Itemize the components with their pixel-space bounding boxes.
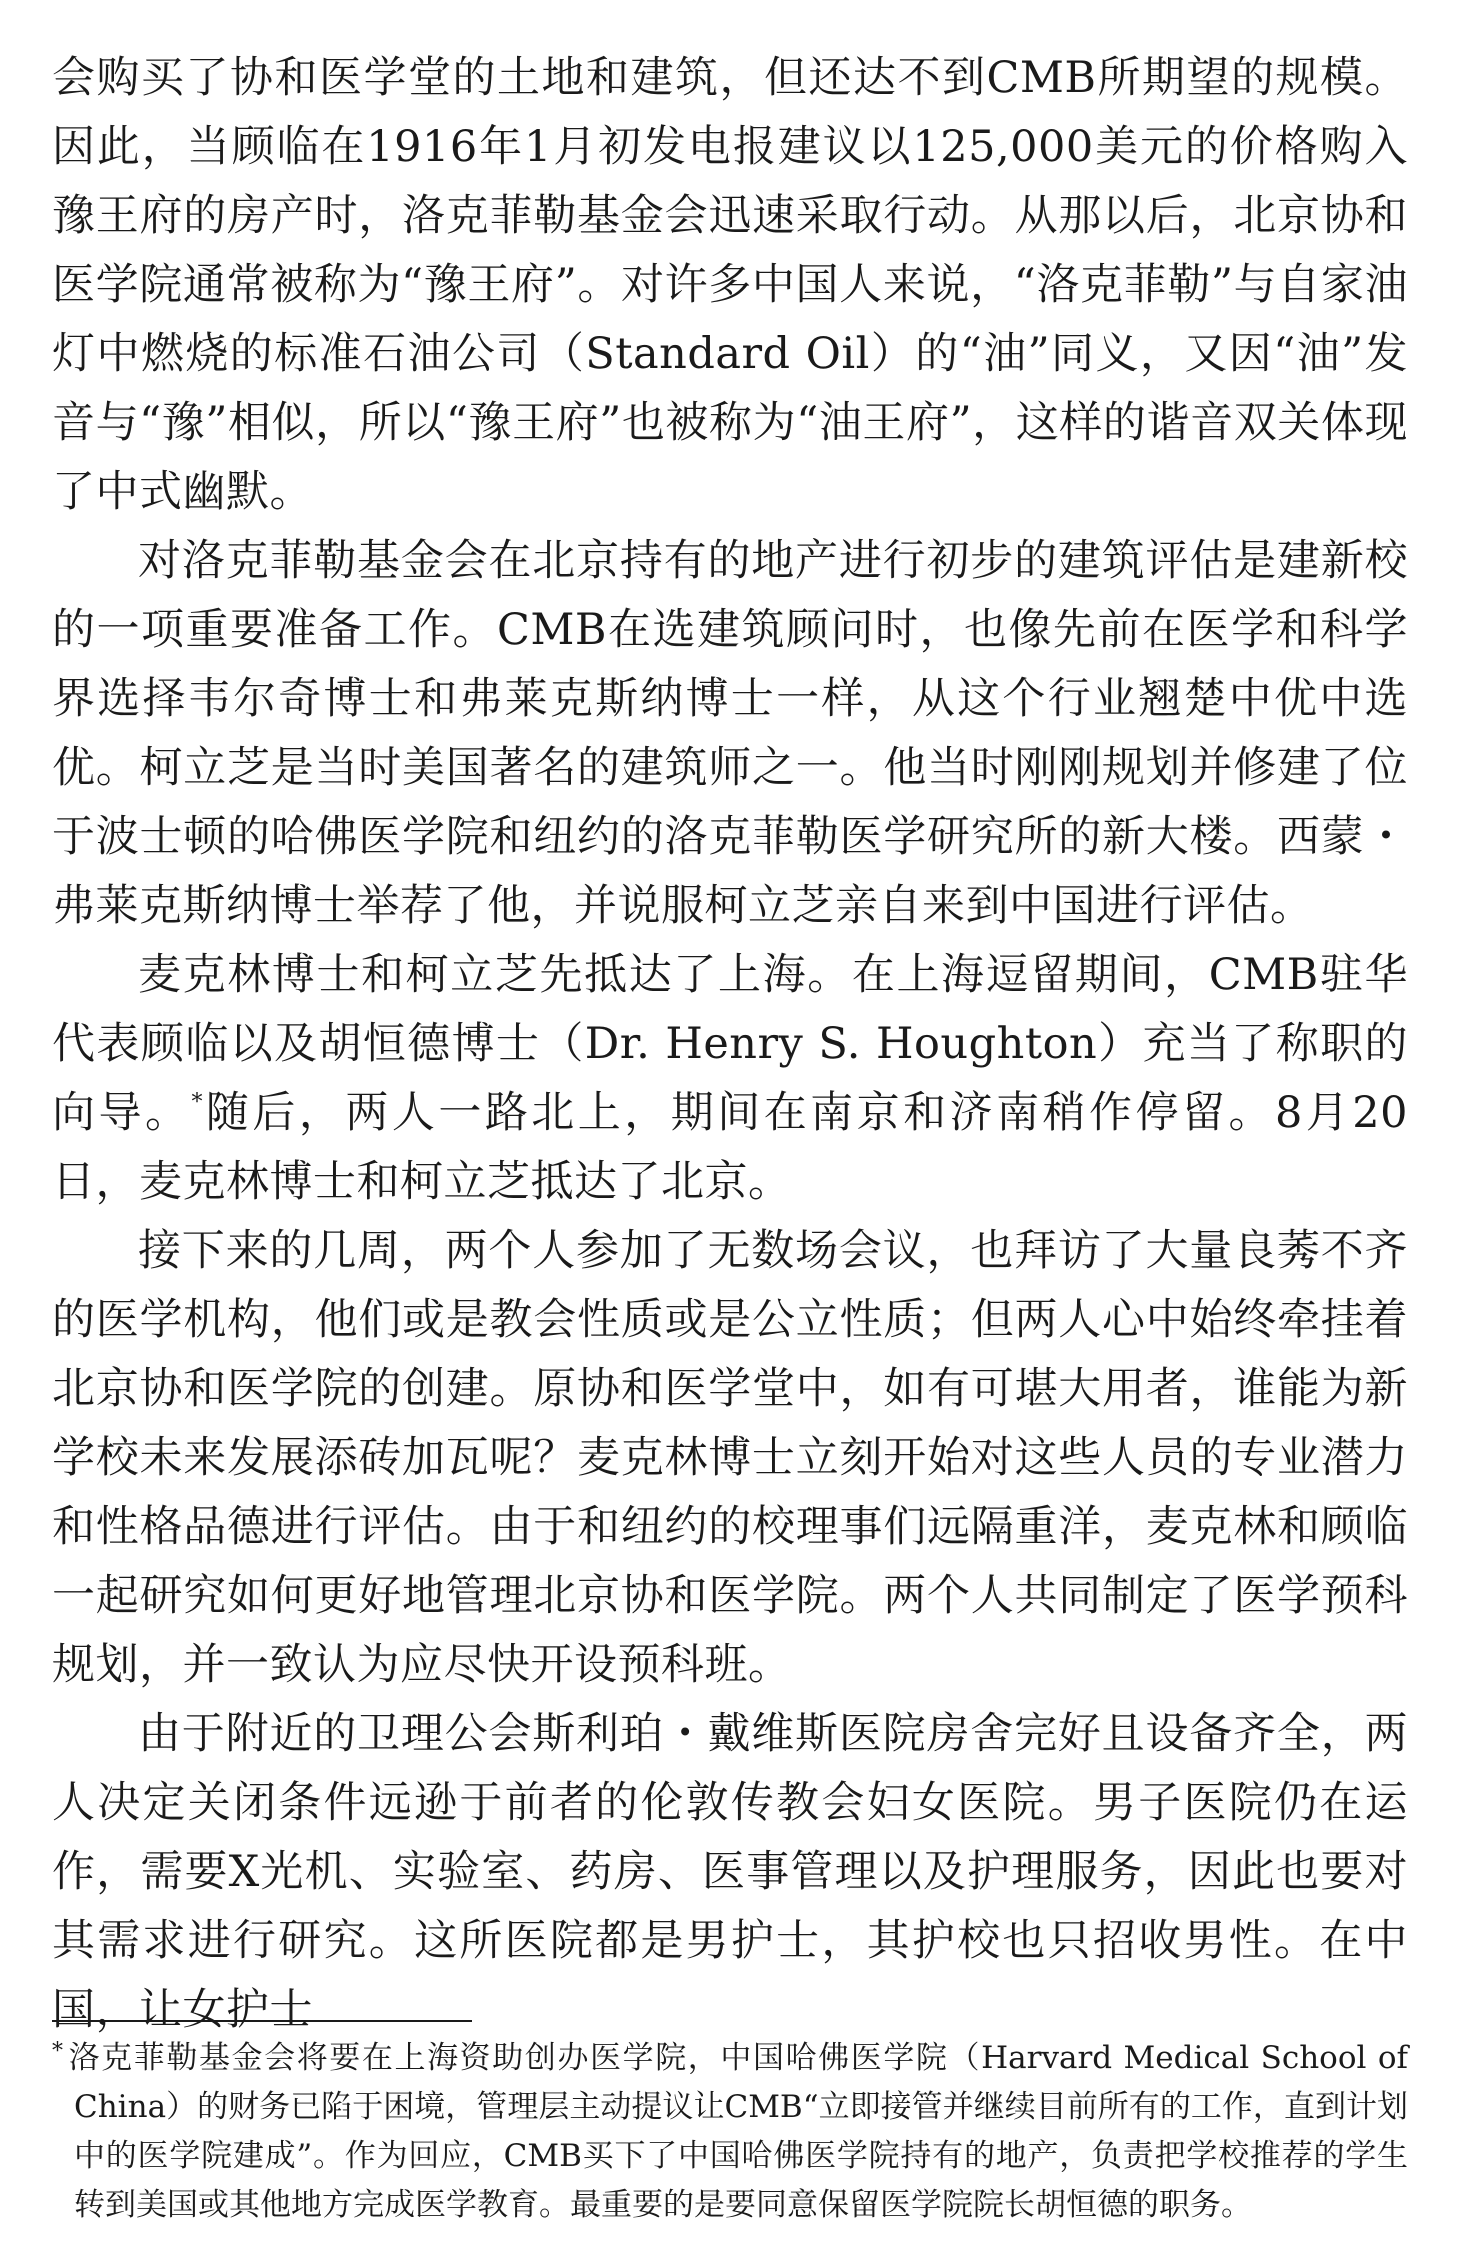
footnote-item xyxy=(52,2034,1408,2230)
paragraph-arrival-shanghai xyxy=(52,941,1408,1217)
footnote-section xyxy=(52,2020,1408,2230)
book-page-body xyxy=(52,44,1408,2045)
footnote-reference-mark: * xyxy=(191,1090,203,1115)
footnote-mark: * xyxy=(52,2039,63,2064)
paragraph-hospital-decisions: 由于附近的卫理公会斯利珀・戴维斯医院房舍完好且设备齐全，两人决定关闭条件远逊于前者的伦敦传教会妇女医院。男子医院仍在运作，需要X光机、实验室、药房、医事管理以及护理服务，因此也要对其需求进行研究。这所医院都是男护士，其护校也只招收男性。在中国，让女护士 xyxy=(52,1709,1408,2035)
paragraph-text-after-footnote: 随后，两人一路北上，期间在南京和济南稍作停留。8月20日，麦克林博士和柯立芝抵达了北京。 xyxy=(52,1088,1409,1207)
paragraph-purchase-yu-wang-fu: 会购买了协和医学堂的土地和建筑，但还达不到CMB所期望的规模。因此，当顾临在1916年1月初发电报建议以125,000美元的价格购入豫王府的房产时，洛克菲勒基金会迅速采取行动。从那以后，北京协和医学院通常被称为“豫王府”。对许多中国人来说，“洛克菲勒”与自家油灯中燃烧的标准石油公司（Standard Oil）的“油”同义，又因“油”发音与“豫”相似，所以“豫王府”也被称为“油王府”，这样的谐音双关体现了中式幽默。 xyxy=(52,53,1408,517)
paragraph-text-before-footnote: 麦克林博士和柯立芝先抵达了上海。在上海逗留期间，CMB驻华代表顾临以及胡恒德博士（Dr. Henry S. Houghton）充当了称职的向导。 xyxy=(52,950,1408,1138)
paragraph-meetings-and-planning: 接下来的几周，两个人参加了无数场会议，也拜访了大量良莠不齐的医学机构，他们或是教会性质或是公立性质；但两人心中始终牵挂着北京协和医学院的创建。原协和医学堂中，如有可堪大用者，谁能为新学校未来发展添砖加瓦呢？麦克林博士立刻开始对这些人员的专业潜力和性格品德进行评估。由于和纽约的校理事们远隔重洋，麦克林和顾临一起研究如何更好地管理北京协和医学院。两个人共同制定了医学预科规划，并一致认为应尽快开设预科班。 xyxy=(52,1226,1408,1690)
footnote-divider xyxy=(52,2020,472,2022)
footnote-text: 洛克菲勒基金会将要在上海资助创办医学院，中国哈佛医学院（Harvard Medical School of China）的财务已陷于困境，管理层主动提议让CMB“立即接管并继续目前所有的工作，直到计划中的医学院建成”。作为回应，CMB买下了中国哈佛医学院持有的地产，负责把学校推荐的学生转到美国或其他地方完成医学教育。最重要的是要同意保留医学院院长胡恒德的职务。 xyxy=(67,2040,1408,2223)
paragraph-architectural-assessment: 对洛克菲勒基金会在北京持有的地产进行初步的建筑评估是建新校的一项重要准备工作。CMB在选建筑顾问时，也像先前在医学和科学界选择韦尔奇博士和弗莱克斯纳博士一样，从这个行业翘楚中优中选优。柯立芝是当时美国著名的建筑师之一。他当时刚刚规划并修建了位于波士顿的哈佛医学院和纽约的洛克菲勒医学研究所的新大楼。西蒙・弗莱克斯纳博士举荐了他，并说服柯立芝亲自来到中国进行评估。 xyxy=(52,536,1408,931)
